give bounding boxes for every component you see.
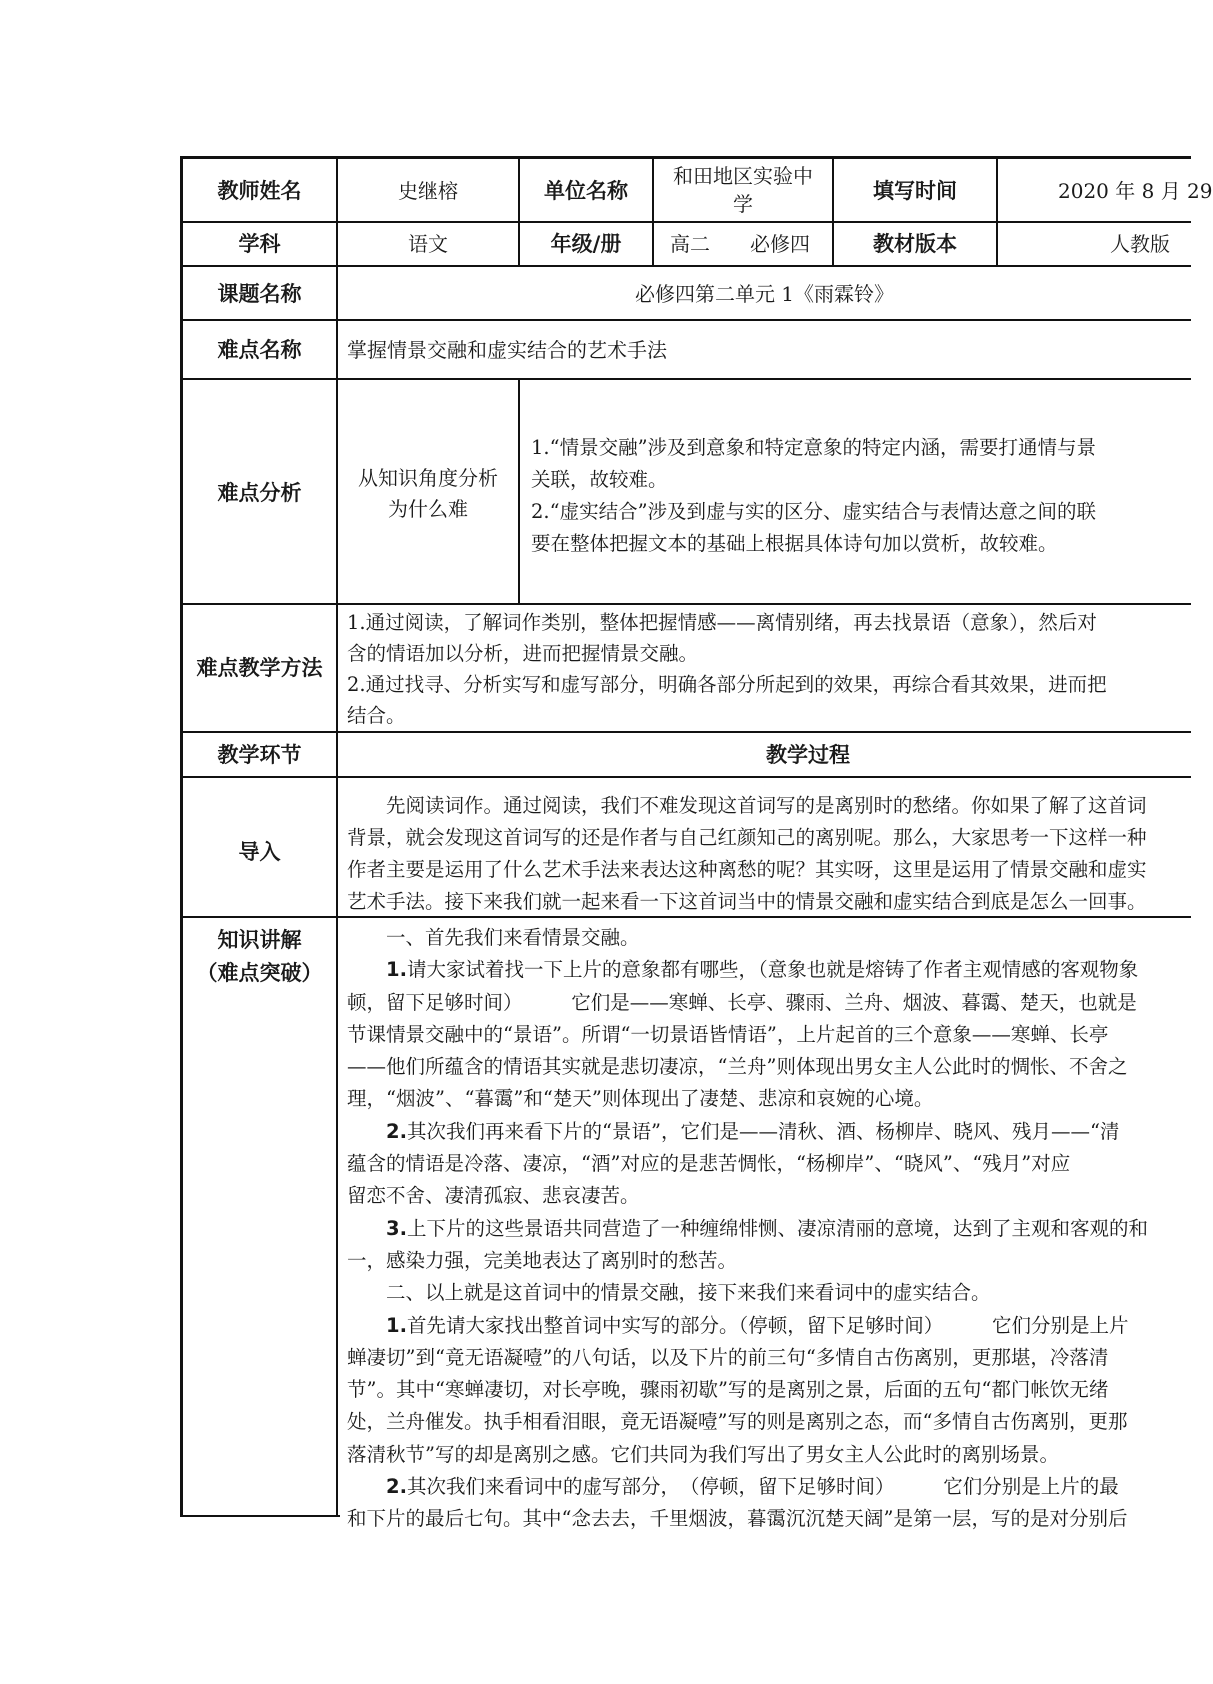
row-divider xyxy=(180,221,1191,223)
knowledge-line xyxy=(347,1213,1148,1245)
knowledge-line-text: 一、首先我们来看情景交融。 xyxy=(347,926,640,949)
knowledge-label-line2: （难点突破） xyxy=(196,961,323,985)
analysis-line: 要在整体把握文本的基础上根据具体诗句加以赏析，故较难。 xyxy=(531,532,1058,555)
analysis-line: 1.“情景交融”涉及到意象和特定意象的特定内涵，需要打通情与景 xyxy=(531,436,1097,459)
knowledge-line-text: 节”。其中“寒蝉凄切，对长亭晚，骤雨初歇”写的是离别之景，后面的五句“都门帐饮无绪 xyxy=(347,1378,1109,1402)
difficulty-value: 掌握情景交融和虚实结合的艺术手法 xyxy=(347,338,667,362)
unit-name-line2: 学 xyxy=(733,192,753,216)
knowledge-line xyxy=(347,1277,1148,1309)
knowledge-line xyxy=(347,1083,1148,1115)
analysis-line: 2.“虚实结合”涉及到虚与实的区分、虚实结合与表情达意之间的联 xyxy=(531,500,1097,523)
unit-name-line1: 和田地区实验中 xyxy=(673,164,813,188)
knowledge-line-text: 和下片的最后七句。其中“念去去，千里烟波，暮霭沉沉楚天阔”是第一层，写的是对分别后 xyxy=(347,1507,1128,1531)
analysis-label: 难点分析 xyxy=(217,481,302,505)
knowledge-text xyxy=(347,922,1148,1536)
knowledge-line-text: 落清秋节”写的却是离别之感。它们共同为我们写出了男女主人公此时的离别场景。 xyxy=(347,1442,1059,1466)
knowledge-line-text: 其次我们来看词中的虚写部分， （停顿，留下足够时间） 它们分别是上片的最 xyxy=(407,1475,1119,1499)
knowledge-line xyxy=(347,1374,1148,1406)
method-text xyxy=(347,607,1107,731)
subject-value: 语文 xyxy=(408,232,448,256)
teacher-name-label: 教师姓名 xyxy=(217,179,302,203)
analysis-sublabel-line1: 从知识角度分析 xyxy=(358,466,498,490)
method-label: 难点教学方法 xyxy=(196,656,323,680)
knowledge-line xyxy=(347,1471,1148,1503)
knowledge-label-line1: 知识讲解 xyxy=(217,928,302,952)
knowledge-line-text: 二、以上就是这首词中的情景交融，接下来我们来看词中的虚实结合。 xyxy=(347,1281,991,1305)
knowledge-line xyxy=(347,1310,1148,1342)
row-divider xyxy=(180,1515,340,1517)
knowledge-line xyxy=(347,954,1148,986)
knowledge-line-text: 留恋不舍、凄清孤寂、悲哀凄苦。 xyxy=(347,1184,640,1208)
knowledge-line-text: 其次我们再来看下片的“景语”，它们是——清秋、酒、杨柳岸、晓风、残月——“清 xyxy=(407,1119,1120,1143)
knowledge-item-number: 2. xyxy=(386,1119,407,1143)
grade-value: 高二 必修四 xyxy=(670,232,810,256)
fill-date-value: 2020 年 8 月 29 xyxy=(1058,179,1213,203)
method-line: 结合。 xyxy=(347,704,406,727)
knowledge-line-text: ——他们所蕴含的情语其实就是悲切凄凉，“兰舟”则体现出男女主人公此时的惆怅、不舍之 xyxy=(347,1055,1128,1079)
knowledge-line-text: 首先请大家找出整首词中实写的部分。（停顿，留下足够时间） 它们分别是上片 xyxy=(407,1313,1129,1337)
knowledge-line-text: 顿，留下足够时间） 它们是——寒蝉、长亭、骤雨、兰舟、烟波、暮霭、楚天，也就是 xyxy=(347,990,1137,1014)
row-divider xyxy=(180,603,1191,605)
knowledge-item-number: 1. xyxy=(386,958,407,982)
column-divider xyxy=(996,156,998,267)
topic-label: 课题名称 xyxy=(217,282,302,306)
analysis-line: 关联，故较难。 xyxy=(531,468,668,491)
row-divider xyxy=(180,319,1191,321)
row-divider xyxy=(180,776,1191,778)
intro-line: 先阅读词作。通过阅读，我们不难发现这首词写的是离别时的愁绪。你如果了解了这首词 xyxy=(347,794,1147,817)
knowledge-line xyxy=(347,1406,1148,1438)
knowledge-line xyxy=(347,1503,1148,1535)
knowledge-line-text: 节课情景交融中的“景语”。所谓“一切景语皆情语”，上片起首的三个意象——寒蝉、长亭 xyxy=(347,1022,1109,1046)
knowledge-line-text: 上下片的这些景语共同营造了一种缠绵悱恻、凄凉清丽的意境，达到了主观和客观的和 xyxy=(407,1216,1149,1240)
knowledge-item-number: 2. xyxy=(386,1475,407,1499)
knowledge-line-text: 处，兰舟催发。执手相看泪眼，竟无语凝噎”写的则是离别之态，而“多情自古伤离别，更那 xyxy=(347,1410,1128,1434)
row-divider xyxy=(180,265,1191,267)
intro-line: 艺术手法。接下来我们就一起来看一下这首词当中的情景交融和虚实结合到底是怎么一回事。 xyxy=(347,890,1147,913)
row-divider xyxy=(180,378,1191,380)
edition-label: 教材版本 xyxy=(873,232,957,256)
table-border-top xyxy=(180,156,1191,159)
knowledge-line-text: 一，感染力强，完美地表达了离别时的愁苦。 xyxy=(347,1248,738,1272)
subject-label: 学科 xyxy=(238,232,281,256)
knowledge-line xyxy=(347,1051,1148,1083)
fill-date-label: 填写时间 xyxy=(873,179,957,203)
knowledge-line-text: 蕴含的情语是冷落、凄凉，“酒”对应的是悲苦惆怅，“杨柳岸”、“晓风”、“残月”对应 xyxy=(347,1152,1071,1176)
knowledge-line xyxy=(347,1019,1148,1051)
intro-line: 背景，就会发现这首词写的还是作者与自己红颜知己的离别呢。那么，大家思考一下这样一种 xyxy=(347,826,1147,849)
knowledge-line-text: 蝉凄切”到“竟无语凝噎”的八句话，以及下片的前三句“多情自古伤离别，更那堪，冷落清 xyxy=(347,1345,1109,1369)
column-divider xyxy=(336,156,338,1517)
topic-value: 必修四第二单元 1《雨霖铃》 xyxy=(634,282,895,306)
knowledge-line xyxy=(347,922,1148,954)
knowledge-line-text: 理，“烟波”、“暮霭”和“楚天”则体现出了凄楚、悲凉和哀婉的心境。 xyxy=(347,1087,934,1111)
intro-label: 导入 xyxy=(238,840,281,864)
teaching-process-heading: 教学过程 xyxy=(766,743,850,767)
intro-text xyxy=(347,790,1147,918)
difficulty-label: 难点名称 xyxy=(217,338,302,362)
knowledge-item-number: 1. xyxy=(386,1313,407,1337)
knowledge-line xyxy=(347,1180,1148,1212)
knowledge-line xyxy=(347,1116,1148,1148)
knowledge-line xyxy=(347,1439,1148,1471)
column-divider xyxy=(518,378,520,605)
knowledge-line xyxy=(347,1148,1148,1180)
analysis-text xyxy=(531,432,1096,560)
method-line: 2.通过找寻、分析实写和虚写部分，明确各部分所起到的效果，再综合看其效果，进而把 xyxy=(347,673,1107,696)
method-line: 含的情语加以分析，进而把握情景交融。 xyxy=(347,642,699,665)
teaching-stage-label: 教学环节 xyxy=(217,743,302,767)
edition-value: 人教版 xyxy=(1110,232,1170,256)
teacher-name-value: 史继榕 xyxy=(398,179,458,203)
analysis-sublabel-line2: 为什么难 xyxy=(388,497,468,521)
knowledge-item-number: 3. xyxy=(386,1216,407,1240)
knowledge-line-text: 请大家试着找一下上片的意象都有哪些，（意象也就是熔铸了作者主观情感的客观物象 xyxy=(407,958,1139,982)
row-divider xyxy=(180,731,1191,733)
intro-line: 作者主要是运用了什么艺术手法来表达这种离愁的呢？其实呀，这里是运用了情景交融和虚实 xyxy=(347,858,1147,881)
knowledge-line xyxy=(347,1342,1148,1374)
knowledge-line xyxy=(347,987,1148,1019)
knowledge-line xyxy=(347,1245,1148,1277)
method-line: 1.通过阅读，了解词作类别，整体把握情感——离情别绪，再去找景语（意象），然后对 xyxy=(347,611,1097,634)
unit-name-label: 单位名称 xyxy=(544,179,628,203)
grade-label: 年级/册 xyxy=(550,232,622,256)
